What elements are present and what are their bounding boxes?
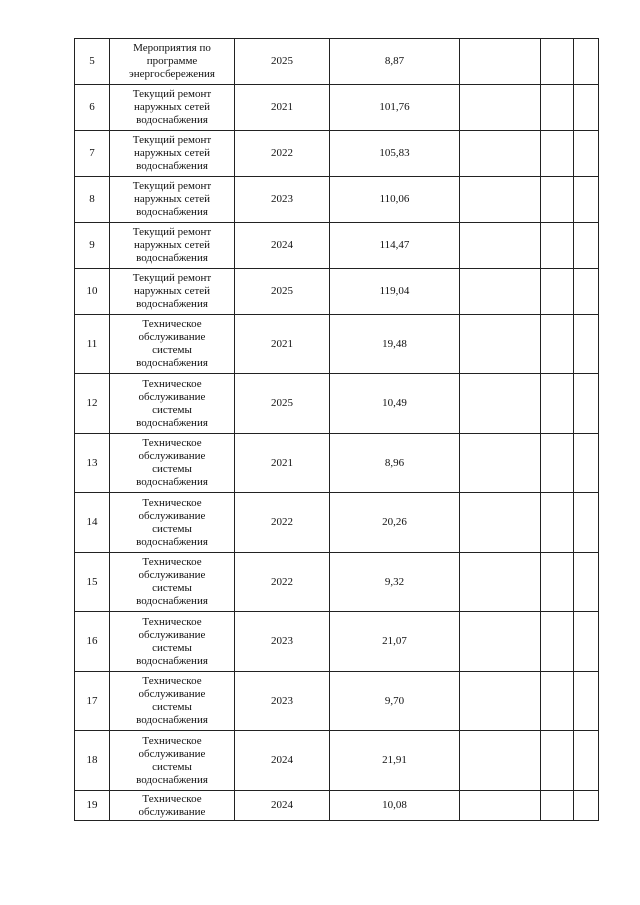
measure-name-cell — [110, 177, 235, 223]
value-cell: 8,96 — [330, 434, 460, 493]
measure-name-line: системы — [152, 403, 192, 416]
measure-name-line: обслуживание — [138, 569, 206, 581]
table-row — [75, 731, 599, 791]
row-number-cell: 13 — [75, 434, 110, 493]
year-cell: 2024 — [235, 731, 330, 791]
empty-cell — [460, 177, 541, 223]
measure-name-line: водоснабжения — [136, 476, 208, 488]
measure-name-cell — [110, 434, 235, 493]
table-row — [75, 315, 599, 374]
year-cell: 2022 — [235, 131, 330, 177]
measure-name-cell — [110, 131, 235, 177]
empty-cell — [460, 434, 541, 493]
row-number-cell: 14 — [75, 493, 110, 553]
measure-name-line: наружных сетей — [133, 285, 211, 297]
measure-name-line: водоснабжения — [136, 252, 208, 264]
empty-cell — [541, 434, 574, 493]
empty-cell — [541, 131, 574, 177]
empty-cell — [574, 731, 599, 791]
empty-cell — [460, 85, 541, 131]
year-cell: 2023 — [235, 612, 330, 672]
measure-name-cell — [110, 269, 235, 315]
measure-name-line: водоснабжения — [136, 773, 208, 786]
measure-name-line: водоснабжения — [136, 714, 208, 726]
measure-name-line: Текущий ремонт — [132, 180, 212, 192]
year-cell: 2025 — [235, 39, 330, 85]
year-cell: 2025 — [235, 374, 330, 434]
measure-name-line: системы — [152, 760, 192, 773]
measure-name-line: наружных сетей — [133, 101, 211, 113]
measure-name-line: программе — [146, 55, 198, 67]
measure-name-line: Техническое — [142, 792, 202, 805]
measure-name-line: Текущий ремонт — [132, 226, 212, 238]
row-number-cell: 10 — [75, 269, 110, 315]
measure-name-line: Техническое — [142, 377, 202, 390]
measure-name-line: водоснабжения — [136, 114, 208, 126]
measure-name-line: обслуживание — [138, 688, 206, 700]
measure-name-line: Техническое — [142, 496, 202, 509]
measure-name-line: системы — [152, 344, 192, 356]
empty-cell — [541, 223, 574, 269]
empty-cell — [460, 131, 541, 177]
measure-name-line: наружных сетей — [133, 193, 211, 205]
measure-name-line: наружных сетей — [133, 147, 211, 159]
row-number-cell: 12 — [75, 374, 110, 434]
measure-name-cell — [110, 315, 235, 374]
empty-cell — [460, 731, 541, 791]
value-cell: 21,07 — [330, 612, 460, 672]
empty-cell — [541, 315, 574, 374]
empty-cell — [541, 553, 574, 612]
value-cell: 10,08 — [330, 791, 460, 821]
value-cell: 114,47 — [330, 223, 460, 269]
empty-cell — [541, 493, 574, 553]
year-cell: 2024 — [235, 791, 330, 821]
table-row — [75, 177, 599, 223]
empty-cell — [574, 493, 599, 553]
empty-cell — [574, 553, 599, 612]
row-number-cell: 11 — [75, 315, 110, 374]
value-cell: 110,06 — [330, 177, 460, 223]
value-cell: 10,49 — [330, 374, 460, 434]
table-row — [75, 493, 599, 553]
value-cell: 21,91 — [330, 731, 460, 791]
row-number-cell: 6 — [75, 85, 110, 131]
year-cell: 2021 — [235, 85, 330, 131]
row-number-cell: 8 — [75, 177, 110, 223]
table-row — [75, 612, 599, 672]
measure-name-cell — [110, 374, 235, 434]
measure-name-line: Техническое — [142, 675, 202, 687]
row-number-cell: 5 — [75, 39, 110, 85]
empty-cell — [541, 39, 574, 85]
value-cell: 8,87 — [330, 39, 460, 85]
year-cell: 2021 — [235, 315, 330, 374]
empty-cell — [541, 374, 574, 434]
measure-name-line: водоснабжения — [136, 298, 208, 310]
measure-name-line: системы — [152, 522, 192, 535]
empty-cell — [574, 269, 599, 315]
empty-cell — [574, 223, 599, 269]
empty-cell — [574, 791, 599, 821]
table-row — [75, 39, 599, 85]
measure-name-line: Техническое — [142, 556, 202, 568]
table-row — [75, 791, 599, 821]
empty-cell — [460, 223, 541, 269]
empty-cell — [541, 177, 574, 223]
year-cell: 2025 — [235, 269, 330, 315]
measure-name-line: водоснабжения — [136, 206, 208, 218]
year-cell: 2023 — [235, 177, 330, 223]
measures-table — [74, 38, 599, 821]
empty-cell — [460, 269, 541, 315]
empty-cell — [460, 39, 541, 85]
row-number-cell: 9 — [75, 223, 110, 269]
empty-cell — [460, 493, 541, 553]
empty-cell — [574, 374, 599, 434]
measure-name-cell — [110, 672, 235, 731]
measure-name-line: наружных сетей — [133, 239, 211, 251]
empty-cell — [574, 39, 599, 85]
empty-cell — [574, 434, 599, 493]
row-number-cell: 18 — [75, 731, 110, 791]
empty-cell — [460, 791, 541, 821]
measure-name-cell — [110, 39, 235, 85]
value-cell: 9,70 — [330, 672, 460, 731]
empty-cell — [460, 374, 541, 434]
empty-cell — [574, 131, 599, 177]
row-number-cell: 7 — [75, 131, 110, 177]
measure-name-line: водоснабжения — [136, 595, 208, 607]
measure-name-line: водоснабжения — [136, 160, 208, 172]
measure-name-cell — [110, 731, 235, 791]
measure-name-line: Текущий ремонт — [132, 134, 212, 146]
empty-cell — [541, 269, 574, 315]
value-cell: 9,32 — [330, 553, 460, 612]
measure-name-line: обслуживание — [138, 390, 206, 403]
measure-name-line: Техническое — [142, 437, 202, 449]
measure-name-line: обслуживание — [138, 509, 206, 522]
empty-cell — [460, 553, 541, 612]
table-row — [75, 553, 599, 612]
measure-name-cell — [110, 223, 235, 269]
table-row — [75, 85, 599, 131]
value-cell: 20,26 — [330, 493, 460, 553]
table-row — [75, 223, 599, 269]
measure-name-line: водоснабжения — [136, 535, 208, 548]
empty-cell — [460, 612, 541, 672]
measure-name-line: обслуживание — [138, 628, 206, 641]
empty-cell — [574, 672, 599, 731]
measure-name-line: водоснабжения — [136, 357, 208, 369]
empty-cell — [541, 791, 574, 821]
value-cell: 119,04 — [330, 269, 460, 315]
measure-name-line: Техническое — [142, 734, 202, 747]
measure-name-line: системы — [152, 463, 192, 475]
measure-name-line: обслуживание — [138, 805, 206, 818]
measure-name-cell — [110, 791, 235, 821]
measure-name-line: системы — [152, 701, 192, 713]
measure-name-line: Текущий ремонт — [132, 88, 212, 100]
row-number-cell: 16 — [75, 612, 110, 672]
measure-name-line: Текущий ремонт — [132, 272, 212, 284]
table-row — [75, 672, 599, 731]
year-cell: 2022 — [235, 553, 330, 612]
empty-cell — [574, 85, 599, 131]
empty-cell — [541, 85, 574, 131]
table-row — [75, 434, 599, 493]
value-cell: 19,48 — [330, 315, 460, 374]
empty-cell — [574, 612, 599, 672]
row-number-cell: 17 — [75, 672, 110, 731]
empty-cell — [460, 672, 541, 731]
measure-name-cell — [110, 553, 235, 612]
measure-name-line: обслуживание — [138, 450, 206, 462]
measure-name-line: системы — [152, 582, 192, 594]
year-cell: 2023 — [235, 672, 330, 731]
row-number-cell: 15 — [75, 553, 110, 612]
year-cell: 2022 — [235, 493, 330, 553]
empty-cell — [541, 612, 574, 672]
table-row — [75, 269, 599, 315]
measure-name-cell — [110, 493, 235, 553]
table-row — [75, 131, 599, 177]
measure-name-line: Техническое — [142, 615, 202, 628]
empty-cell — [460, 315, 541, 374]
measure-name-cell — [110, 85, 235, 131]
measure-name-line: Техническое — [142, 318, 202, 330]
empty-cell — [574, 315, 599, 374]
row-number-cell: 19 — [75, 791, 110, 821]
measure-name-line: Мероприятия по — [133, 42, 211, 54]
empty-cell — [541, 731, 574, 791]
measure-name-line: обслуживание — [138, 331, 206, 343]
measure-name-line: водоснабжения — [136, 654, 208, 667]
empty-cell — [541, 672, 574, 731]
year-cell: 2021 — [235, 434, 330, 493]
year-cell: 2024 — [235, 223, 330, 269]
measure-name-line: обслуживание — [138, 747, 206, 760]
table-body — [75, 39, 599, 821]
value-cell: 101,76 — [330, 85, 460, 131]
table-row — [75, 374, 599, 434]
measure-name-line: системы — [152, 641, 192, 654]
measure-name-line: водоснабжения — [136, 416, 208, 429]
value-cell: 105,83 — [330, 131, 460, 177]
empty-cell — [574, 177, 599, 223]
measure-name-line: энергосбережения — [129, 68, 215, 80]
measure-name-cell — [110, 612, 235, 672]
